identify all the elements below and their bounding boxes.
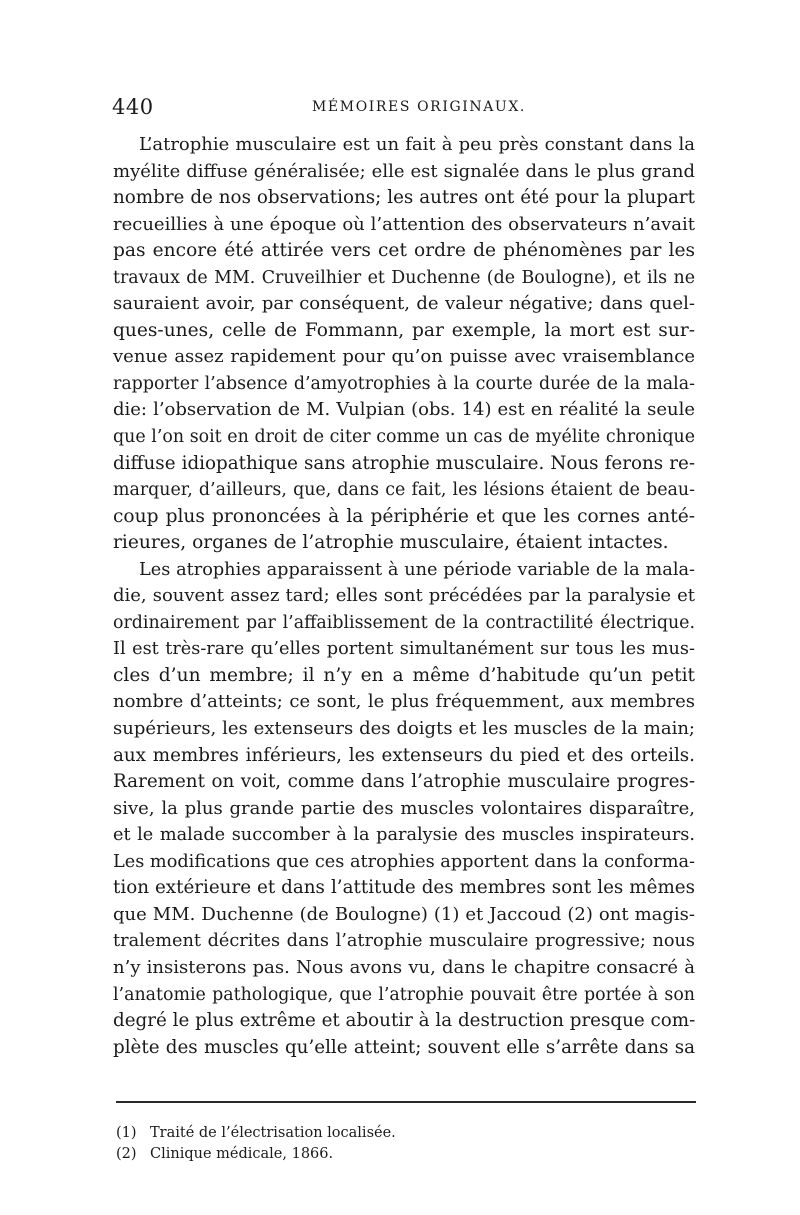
text-line: nombre d’atteints; ce sont, le plus fréquemment, aux membres: [113, 691, 695, 713]
text-line: Rarement on voit, comme dans l’atrophie musculaire progres-: [113, 771, 695, 793]
text-line: myélite diffuse généralisée; elle est signalée dans le plus grand: [113, 160, 695, 182]
text-line: l’anatomie pathologique, que l’atrophie pouvait être portée à son: [113, 984, 695, 1005]
text-line: die: l’observation de M. Vulpian (obs. 14) est en réalité la seule: [113, 399, 695, 421]
text-line: n’y insisterons pas. Nous avons vu, dans le chapitre consacré à: [113, 956, 695, 978]
footnote: [116, 1123, 696, 1144]
page-number: 440: [112, 95, 154, 119]
text-line: die, souvent assez tard; elles sont précédées par la paralysie et: [113, 585, 695, 607]
text-line: plète des muscles qu’elle atteint; souvent elle s’arrête dans sa: [113, 1036, 695, 1058]
text-line: diffuse idiopathique sans atrophie musculaire. Nous ferons re-: [113, 452, 695, 474]
text-line: recueillies à une époque où l’attention des observateurs n’avait: [113, 213, 695, 235]
text-line: degré le plus extrême et aboutir à la destruction presque com-: [113, 1010, 696, 1032]
text-line: que MM. Duchenne (de Boulogne) (1) et Jaccoud (2) ont magis-: [113, 903, 695, 925]
text-line: L’atrophie musculaire est un fait à peu près constant dans la: [139, 134, 695, 155]
text-line: ordinairement par l’affaiblissement de la contractilité électrique.: [113, 612, 695, 633]
text-line: tion extérieure et dans l’attitude des membres sont les mêmes: [113, 877, 695, 899]
text-line: et le malade succomber à la paralysie des muscles inspirateurs.: [113, 825, 695, 846]
text-line: venue assez rapidement pour qu’on puisse avec vraisemblance: [113, 346, 695, 368]
footnote-divider: [116, 1101, 696, 1103]
text-line: nombre de nos observations; les autres ont été pour la plupart: [113, 187, 695, 209]
text-line: ques-unes, celle de Fommann, par exemple, la mort est sur-: [113, 319, 695, 341]
footnote-text: Traité de l’électrisation localisée.: [150, 1125, 396, 1141]
text-line: sauraient avoir, par conséquent, de valeur négative; dans quel-: [113, 293, 695, 315]
text-line: Il est très-rare qu’elles portent simultanément sur tous les mus-: [113, 639, 695, 660]
text-line: coup plus prononcées à la périphérie et que les cornes anté-: [113, 505, 695, 527]
text-line: travaux de MM. Cruveilhier et Duchenne (de Boulogne), et ils ne: [113, 267, 695, 288]
text-line: aux membres inférieurs, les extenseurs du pied et des orteils.: [113, 744, 695, 766]
text-line: marquer, d’ailleurs, que, dans ce fait, les lésions étaient de beau-: [113, 480, 695, 501]
footnote-text: Clinique médicale, 1866.: [150, 1146, 334, 1162]
body-text: [113, 132, 695, 1061]
text-line: Les atrophies apparaissent à une période variable de la mala-: [139, 559, 695, 580]
text-line: rapporter l’absence d’amyotrophies à la courte durée de la mala-: [113, 373, 695, 394]
footnotes: [116, 1123, 696, 1165]
footnote: [116, 1144, 696, 1165]
text-line: Les modifications que ces atrophies apportent dans la conforma-: [113, 851, 695, 872]
footnote-mark: (1): [116, 1125, 137, 1141]
running-title: MÉMOIRES ORIGINAUX.: [312, 99, 526, 115]
text-line: cles d’un membre; il n’y en a même d’habitude qu’un petit: [113, 664, 695, 686]
running-head: [112, 95, 692, 125]
text-line: pas encore été attirée vers cet ordre de phénomènes par les: [113, 240, 695, 262]
text-line: supérieurs, les extenseurs des doigts et les muscles de la main;: [113, 718, 695, 740]
text-line: rieures, organes de l’atrophie musculaire, étaient intactes.: [113, 532, 669, 554]
footnote-mark: (2): [116, 1146, 137, 1162]
text-line: tralement décrites dans l’atrophie musculaire progressive; nous: [113, 931, 695, 952]
text-line: que l’on soit en droit de citer comme un cas de myélite chronique: [113, 427, 695, 448]
text-line: sive, la plus grande partie des muscles volontaires disparaître,: [113, 797, 695, 819]
